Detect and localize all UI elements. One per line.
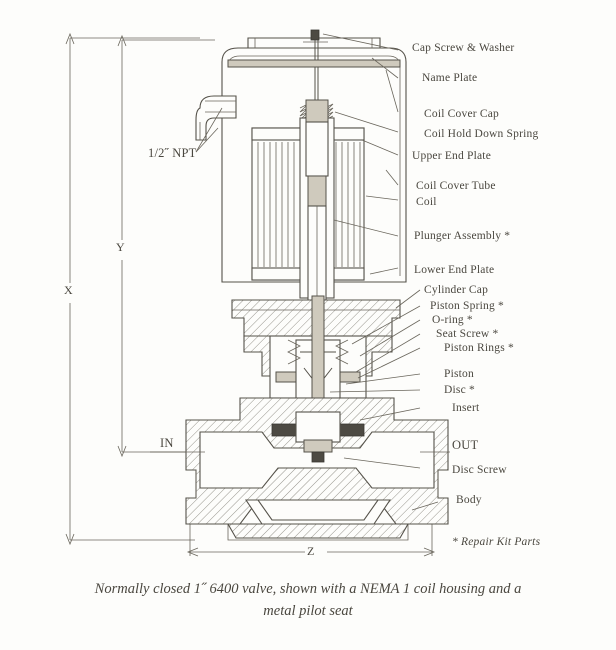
- callout-cylinder-cap: Cylinder Cap: [424, 284, 489, 296]
- dimension-y: [118, 36, 215, 456]
- callout-cap-screw-washer: Cap Screw & Washer: [412, 42, 515, 54]
- callout-name-plate: Name Plate: [422, 72, 478, 84]
- callout-piston: Piston: [444, 368, 474, 380]
- callout-lower-end-plate: Lower End Plate: [414, 264, 495, 276]
- dimension-label-y: Y: [116, 240, 125, 254]
- callout-insert: Insert: [452, 402, 480, 414]
- dimension-label-x: X: [64, 283, 73, 297]
- footnote-repair-kit-parts: * Repair Kit Parts: [452, 536, 541, 548]
- port-label-in: IN: [160, 436, 174, 450]
- diagram-caption-line2: metal pilot seat: [263, 603, 353, 619]
- callout-coil-hold-down-spring: Coil Hold Down Spring: [424, 128, 539, 140]
- dimension-x: [66, 34, 200, 544]
- callout-upper-end-plate: Upper End Plate: [412, 150, 492, 162]
- port-label-out: OUT: [452, 438, 479, 452]
- callout-piston-spring: Piston Spring *: [430, 300, 504, 312]
- callout-coil: Coil: [416, 196, 437, 208]
- callout-coil-cover-tube: Coil Cover Tube: [416, 180, 496, 192]
- callout-npt: 1/2˝ NPT: [148, 146, 197, 160]
- diagram-caption-line1: Normally closed 1˝ 6400 valve, shown with a NEMA 1 coil housing and a: [94, 581, 522, 597]
- callout-disc-screw: Disc Screw: [452, 464, 507, 476]
- callout-seat-screw: Seat Screw *: [436, 328, 499, 340]
- callout-disc: Disc *: [444, 384, 475, 396]
- callout-o-ring: O-ring *: [432, 314, 473, 326]
- callout-plunger-assembly: Plunger Assembly *: [414, 230, 511, 242]
- callout-body: Body: [456, 494, 482, 506]
- callout-piston-rings: Piston Rings *: [444, 342, 514, 354]
- callout-coil-cover-cap: Coil Cover Cap: [424, 108, 499, 120]
- dimension-label-z: Z: [307, 544, 315, 558]
